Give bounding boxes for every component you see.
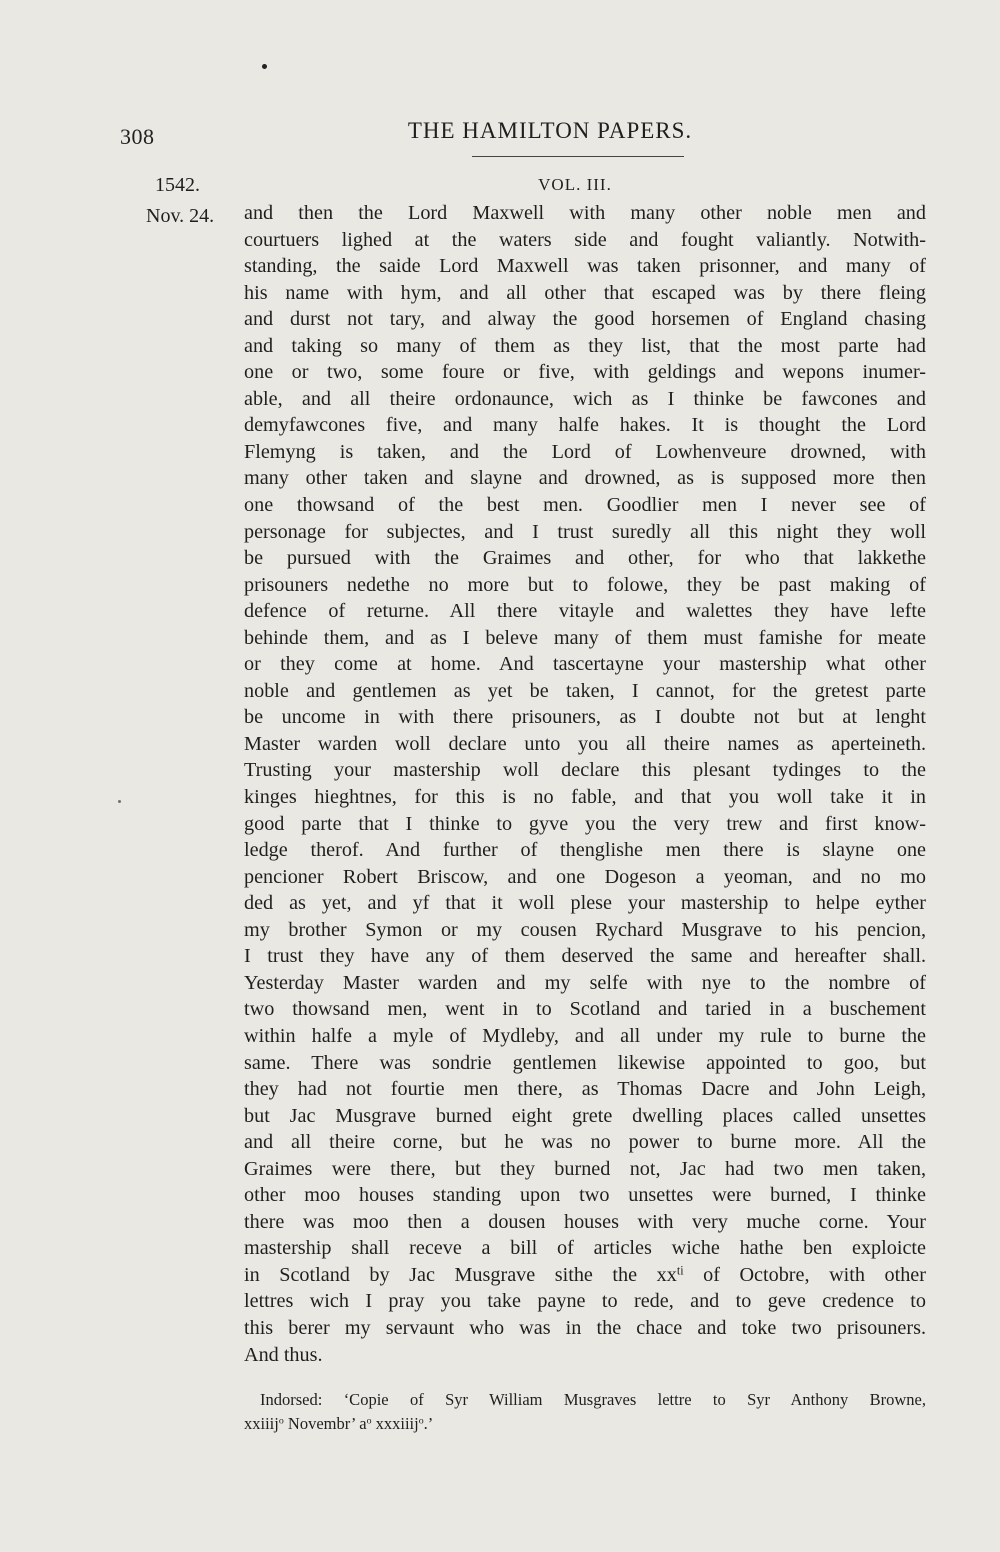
text-line: or they come at home. And tascertayne your mastership what other: [244, 653, 926, 676]
text-line: pencioner Robert Briscow, and one Dogeson a yeoman, and no mo: [244, 865, 926, 888]
text-segment: Novembr’ a: [283, 1414, 367, 1433]
text-line: noble and gentlemen as yet be taken, I cannot, for the gretest parte: [244, 679, 926, 702]
superscript: o: [366, 1415, 372, 1427]
text-line: ledge therof. And further of thenglishe men there is slayne one: [244, 839, 926, 862]
year-label: 1542.: [155, 174, 200, 196]
text-line: and taking so many of them as they list, that the most parte had: [244, 334, 926, 357]
text-segment: .’: [423, 1414, 434, 1433]
endorsement-line: Indorsed: ‘Copie of Syr William Musgraves lettre to Syr Anthony Browne,: [260, 1390, 926, 1409]
text-line: Trusting your mastership woll declare this plesant tydinges to the: [244, 759, 926, 782]
text-line: And thus.: [244, 1343, 323, 1366]
text-line: my brother Symon or my cousen Rychard Musgrave to his pencion,: [244, 918, 926, 941]
text-segment: of Octobre, with other: [683, 1263, 926, 1286]
text-line: be pursued with the Graimes and other, for who that lakkethe: [244, 547, 926, 570]
header-rule: [472, 156, 684, 157]
text-line: Flemyng is taken, and the Lord of Lowhenveure drowned, with: [244, 440, 926, 463]
text-line: able, and all theire ordonaunce, wich as I thinke be fawcones and: [244, 387, 926, 410]
page-number: 308: [120, 124, 155, 149]
text-line: one thowsand of the best men. Goodlier men I never see of: [244, 494, 926, 517]
margin-date: Nov. 24.: [146, 205, 215, 227]
text-line: two thowsand men, went in to Scotland and taried in a buschement: [244, 998, 926, 1021]
ink-speck: [118, 800, 121, 803]
text-segment: in Scotland by Jac Musgrave sithe the xx: [244, 1263, 677, 1286]
text-line: and then the Lord Maxwell with many other noble men and: [244, 202, 926, 224]
text-line: personage for subjectes, and I trust suredly all this night they woll: [244, 520, 926, 543]
text-line: other moo houses standing upon two unsettes were burned, I thinke: [244, 1184, 926, 1207]
text-line: many other taken and slayne and drowned, as is supposed more then: [244, 467, 926, 490]
text-line: one or two, some foure or five, with geldings and wepons inumer-: [244, 361, 926, 384]
text-line: good parte that I thinke to gyve you the very trew and first know-: [244, 812, 926, 835]
letter-body: [244, 200, 926, 1368]
text-line: I trust they have any of them deserved the same and hereafter shall.: [244, 945, 926, 968]
superscript: o: [418, 1415, 424, 1427]
text-segment: xxxiiij: [371, 1414, 419, 1433]
superscript: o: [278, 1415, 284, 1427]
endorsement-note: [244, 1388, 926, 1436]
text-line: but Jac Musgrave burned eight grete dwelling places called unsettes: [244, 1104, 926, 1127]
text-line: this berer my servaunt who was in the chace and toke two prisouners.: [244, 1316, 926, 1339]
text-line: they had not fourtie men there, as Thomas Dacre and John Leigh,: [244, 1078, 926, 1101]
text-line: Yesterday Master warden and my selfe with nye to the nombre of: [244, 971, 926, 994]
text-line: Graimes were there, but they burned not, Jac had two men taken,: [244, 1157, 926, 1180]
text-line: ded as yet, and yf that it woll plese your mastership to helpe eyther: [244, 892, 926, 915]
text-line: within halfe a myle of Mydleby, and all under my rule to burne the: [244, 1024, 926, 1047]
text-line: standing, the saide Lord Maxwell was taken prisonner, and many of: [244, 255, 926, 278]
text-line: his name with hym, and all other that escaped was by there fleing: [244, 281, 926, 304]
text-line: mastership shall receve a bill of articles wiche hathe ben exploicte: [244, 1237, 926, 1260]
text-line: Master warden woll declare unto you all theire names as aperteineth.: [244, 732, 926, 755]
text-line: prisouners nedethe no more but to folowe, they be past making of: [244, 573, 926, 596]
endorsement-line: [244, 1412, 926, 1436]
text-line: and all theire corne, but he was no power to burne more. All the: [244, 1131, 926, 1154]
text-line: defence of returne. All there vitayle and walettes they have lefte: [244, 600, 926, 623]
text-line: be uncome in with there prisouners, as I doubte not but at lenght: [244, 706, 926, 729]
text-line: there was moo then a dousen houses with very muche corne. Your: [244, 1210, 926, 1233]
text-line: and durst not tary, and alway the good horsemen of England chasing: [244, 308, 926, 331]
text-segment: xxiiij: [244, 1414, 279, 1433]
text-line: behinde them, and as I beleve many of them must famishe for meate: [244, 626, 926, 649]
text-line: same. There was sondrie gentlemen likewise appointed to goo, but: [244, 1051, 926, 1074]
text-line: kinges hieghtnes, for this is no fable, and that you woll take it in: [244, 786, 926, 809]
superscript: ti: [676, 1263, 684, 1278]
ink-speck: [262, 64, 267, 69]
text-line-with-superscript: [244, 1262, 926, 1289]
text-line: lettres wich I pray you take payne to rede, and to geve credence to: [244, 1290, 926, 1313]
text-line: demyfawcones five, and many halfe hakes. It is thought the Lord: [244, 414, 926, 437]
volume-label: VOL. III.: [538, 175, 612, 194]
running-head: THE HAMILTON PAPERS.: [407, 118, 693, 143]
text-line: courtuers lighed at the waters side and fought valiantly. Notwith-: [244, 228, 926, 251]
